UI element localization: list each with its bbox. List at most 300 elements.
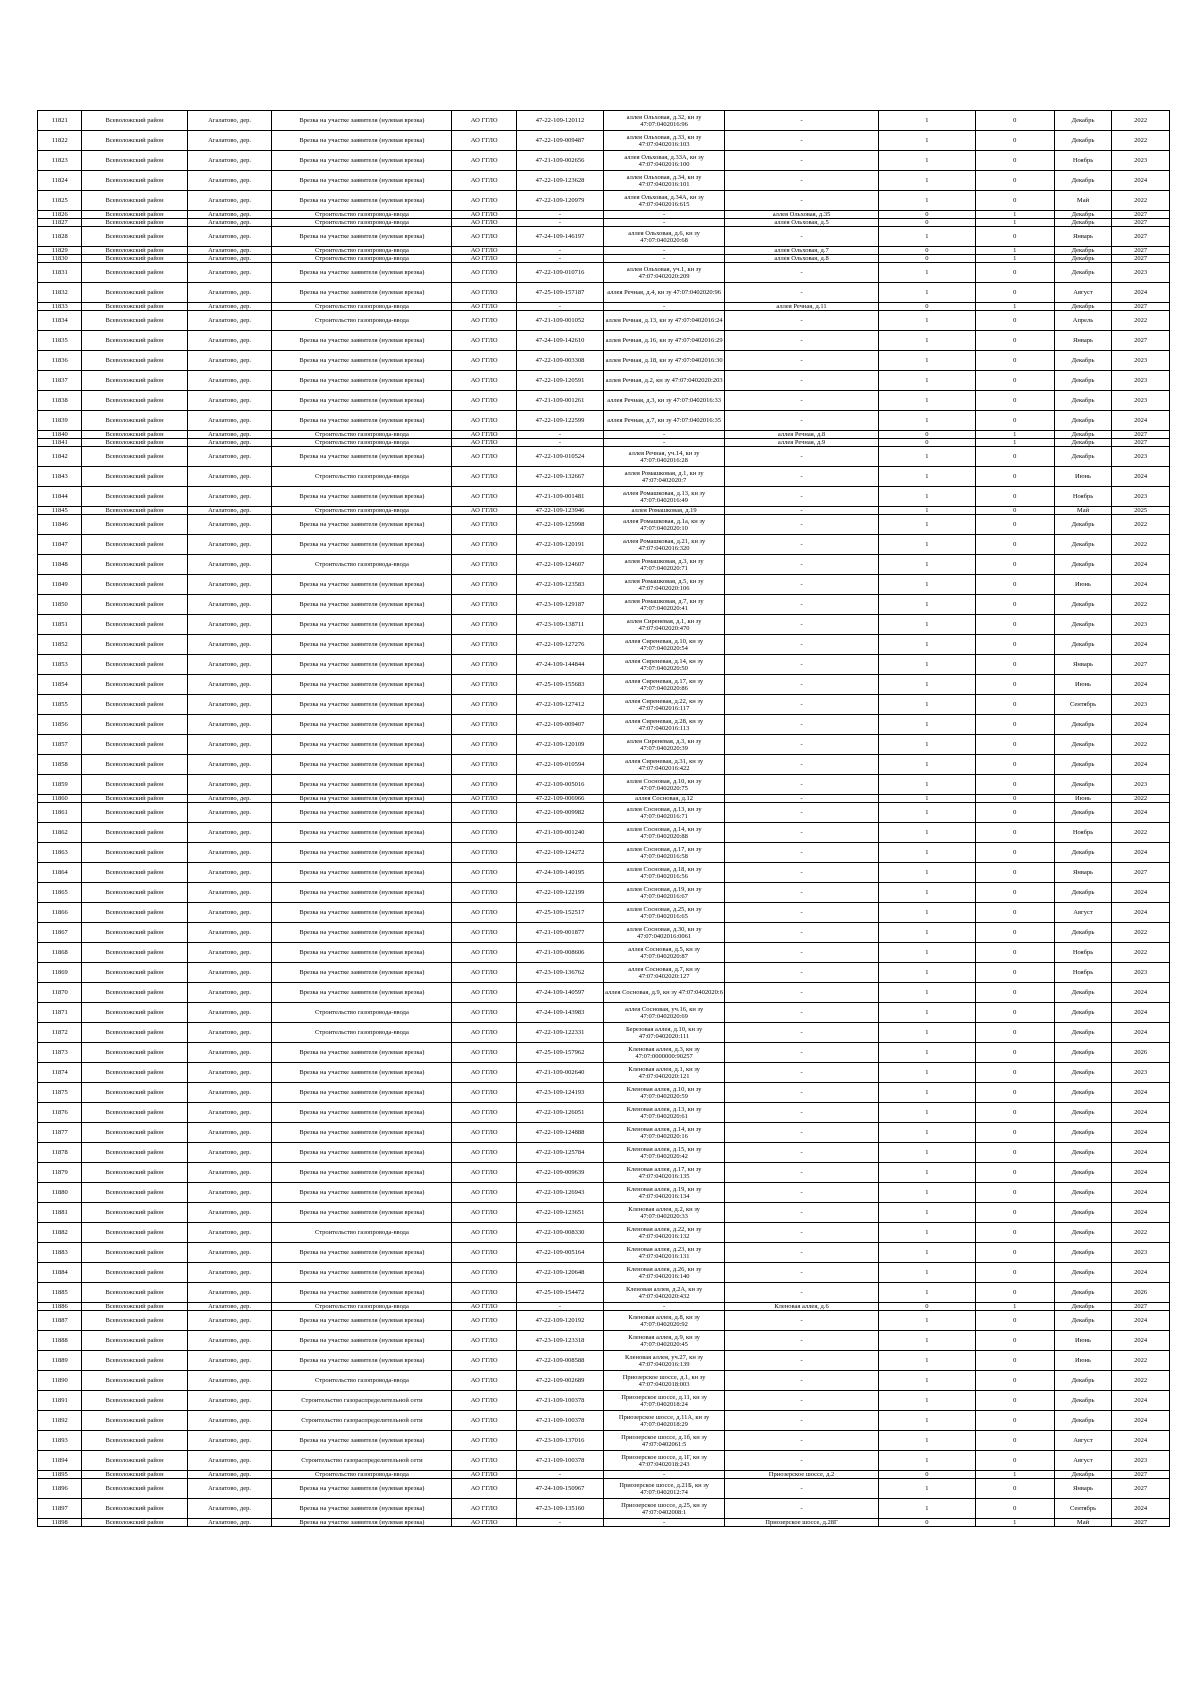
- organization-cell: АО ГГЛО: [452, 191, 517, 211]
- table-row: [38, 1003, 1170, 1023]
- application-code-cell: 47-23-109-129187: [517, 595, 604, 615]
- table-row: [38, 1183, 1170, 1203]
- count-b-cell: 0: [975, 411, 1054, 431]
- address-cell: Кленовая аллея, д.19, кн зу 47:07:0402016:134: [603, 1183, 724, 1203]
- row-number-cell: 11871: [38, 1003, 82, 1023]
- count-b-cell: 0: [975, 227, 1054, 247]
- count-a-cell: 1: [878, 963, 975, 983]
- district-cell: Всеволожский район: [82, 843, 187, 863]
- planned-address-cell: -: [725, 351, 879, 371]
- organization-cell: АО ГГЛО: [452, 1043, 517, 1063]
- year-cell: 2023: [1112, 1451, 1170, 1471]
- organization-cell: АО ГГЛО: [452, 963, 517, 983]
- operation-cell: Врезка на участке заявителя (нулевая врезка): [272, 131, 452, 151]
- table-row: [38, 735, 1170, 755]
- count-b-cell: 0: [975, 923, 1054, 943]
- organization-cell: АО ГГЛО: [452, 923, 517, 943]
- month-cell: Август: [1054, 1451, 1112, 1471]
- address-cell: -: [603, 219, 724, 227]
- operation-cell: Строительство газопровода-ввода: [272, 1371, 452, 1391]
- district-cell: Всеволожский район: [82, 227, 187, 247]
- row-number-cell: 11837: [38, 371, 82, 391]
- district-cell: Всеволожский район: [82, 883, 187, 903]
- planned-address-cell: -: [725, 863, 879, 883]
- table-row: [38, 963, 1170, 983]
- year-cell: 2022: [1112, 795, 1170, 803]
- address-cell: аллея Ромашковая, д.1, кн зу 47:07:0402020:7: [603, 467, 724, 487]
- year-cell: 2022: [1112, 311, 1170, 331]
- planned-address-cell: -: [725, 1479, 879, 1499]
- count-b-cell: 0: [975, 775, 1054, 795]
- application-code-cell: 47-25-109-154472: [517, 1283, 604, 1303]
- application-code-cell: 47-22-109-120112: [517, 111, 604, 131]
- count-a-cell: 1: [878, 1143, 975, 1163]
- count-a-cell: 1: [878, 1183, 975, 1203]
- count-a-cell: 1: [878, 903, 975, 923]
- row-number-cell: 11883: [38, 1243, 82, 1263]
- year-cell: 2023: [1112, 615, 1170, 635]
- organization-cell: АО ГГЛО: [452, 1371, 517, 1391]
- operation-cell: Врезка на участке заявителя (нулевая врезка): [272, 1163, 452, 1183]
- month-cell: Июнь: [1054, 795, 1112, 803]
- village-cell: Агалатово, дер.: [187, 391, 272, 411]
- organization-cell: АО ГГЛО: [452, 983, 517, 1003]
- row-number-cell: 11865: [38, 883, 82, 903]
- application-code-cell: 47-21-109-001240: [517, 823, 604, 843]
- year-cell: 2024: [1112, 1123, 1170, 1143]
- table-row: [38, 843, 1170, 863]
- row-number-cell: 11890: [38, 1371, 82, 1391]
- district-cell: Всеволожский район: [82, 1043, 187, 1063]
- application-code-cell: 47-21-109-008606: [517, 943, 604, 963]
- application-code-cell: 47-22-109-120979: [517, 191, 604, 211]
- count-a-cell: 1: [878, 923, 975, 943]
- address-cell: Кленовая аллея, д.22, кн зу 47:07:0402016:132: [603, 1223, 724, 1243]
- district-cell: Всеволожский район: [82, 151, 187, 171]
- month-cell: Декабрь: [1054, 211, 1112, 219]
- count-a-cell: 1: [878, 1283, 975, 1303]
- village-cell: Агалатово, дер.: [187, 795, 272, 803]
- row-number-cell: 11870: [38, 983, 82, 1003]
- address-cell: Кленовая аллея, д.8, кн зу 47:07:0402020:92: [603, 1311, 724, 1331]
- year-cell: 2024: [1112, 1143, 1170, 1163]
- organization-cell: АО ГГЛО: [452, 1303, 517, 1311]
- month-cell: Декабрь: [1054, 1143, 1112, 1163]
- village-cell: Агалатово, дер.: [187, 1303, 272, 1311]
- month-cell: Декабрь: [1054, 715, 1112, 735]
- table-row: [38, 1083, 1170, 1103]
- application-code-cell: 47-22-109-010524: [517, 447, 604, 467]
- district-cell: Всеволожский район: [82, 655, 187, 675]
- planned-address-cell: -: [725, 883, 879, 903]
- address-cell: Приозерское шоссе, д.11А, кн зу 47:07:0402018:29: [603, 1411, 724, 1431]
- village-cell: Агалатово, дер.: [187, 963, 272, 983]
- table-row: [38, 555, 1170, 575]
- row-number-cell: 11896: [38, 1479, 82, 1499]
- count-b-cell: 1: [975, 1303, 1054, 1311]
- operation-cell: Строительство газораспределительной сети: [272, 1451, 452, 1471]
- address-cell: Кленовая аллея, д.23, кн зу 47:07:0402016:131: [603, 1243, 724, 1263]
- row-number-cell: 11842: [38, 447, 82, 467]
- district-cell: Всеволожский район: [82, 923, 187, 943]
- month-cell: Декабрь: [1054, 843, 1112, 863]
- address-cell: Приозерское шоссе, д.21Б, кн зу 47:07:0402012:74: [603, 1479, 724, 1499]
- year-cell: 2024: [1112, 171, 1170, 191]
- count-a-cell: 1: [878, 595, 975, 615]
- month-cell: Август: [1054, 903, 1112, 923]
- table-row: [38, 211, 1170, 219]
- count-a-cell: 1: [878, 371, 975, 391]
- address-cell: аллея Ольховая, уч.1, кн зу 47:07:0402020:209: [603, 263, 724, 283]
- year-cell: 2024: [1112, 715, 1170, 735]
- row-number-cell: 11827: [38, 219, 82, 227]
- address-cell: Кленовая аллея, д.1, кн зу 47:07:0402020:121: [603, 1063, 724, 1083]
- operation-cell: Врезка на участке заявителя (нулевая врезка): [272, 1183, 452, 1203]
- address-cell: аллея Речная, д.7, кн зу 47:07:0402016:35: [603, 411, 724, 431]
- organization-cell: АО ГГЛО: [452, 1411, 517, 1431]
- month-cell: Июнь: [1054, 575, 1112, 595]
- village-cell: Агалатово, дер.: [187, 843, 272, 863]
- address-cell: аллея Речная, д.4, кн зу 47:07:0402020:96: [603, 283, 724, 303]
- organization-cell: АО ГГЛО: [452, 1063, 517, 1083]
- row-number-cell: 11884: [38, 1263, 82, 1283]
- address-cell: аллея Ромашковая, д.7, кн зу 47:07:0402020:41: [603, 595, 724, 615]
- organization-cell: АО ГГЛО: [452, 247, 517, 255]
- count-a-cell: 1: [878, 515, 975, 535]
- year-cell: 2023: [1112, 151, 1170, 171]
- application-code-cell: -: [517, 439, 604, 447]
- operation-cell: Врезка на участке заявителя (нулевая врезка): [272, 1499, 452, 1519]
- year-cell: 2027: [1112, 1479, 1170, 1499]
- count-b-cell: 0: [975, 575, 1054, 595]
- address-cell: -: [603, 255, 724, 263]
- application-code-cell: 47-22-109-005016: [517, 775, 604, 795]
- organization-cell: АО ГГЛО: [452, 1143, 517, 1163]
- count-b-cell: 0: [975, 171, 1054, 191]
- year-cell: 2022: [1112, 1223, 1170, 1243]
- application-code-cell: 47-24-109-144844: [517, 655, 604, 675]
- operation-cell: Строительство газопровода-ввода: [272, 1003, 452, 1023]
- year-cell: 2023: [1112, 487, 1170, 507]
- operation-cell: Врезка на участке заявителя (нулевая врезка): [272, 983, 452, 1003]
- year-cell: 2027: [1112, 211, 1170, 219]
- planned-address-cell: -: [725, 487, 879, 507]
- district-cell: Всеволожский район: [82, 1203, 187, 1223]
- village-cell: Агалатово, дер.: [187, 1223, 272, 1243]
- row-number-cell: 11857: [38, 735, 82, 755]
- operation-cell: Врезка на участке заявителя (нулевая врезка): [272, 695, 452, 715]
- table-row: [38, 255, 1170, 263]
- application-code-cell: 47-25-109-155683: [517, 675, 604, 695]
- operation-cell: Строительство газопровода-ввода: [272, 431, 452, 439]
- planned-address-cell: -: [725, 1243, 879, 1263]
- organization-cell: АО ГГЛО: [452, 803, 517, 823]
- application-code-cell: 47-22-109-009982: [517, 803, 604, 823]
- year-cell: 2024: [1112, 755, 1170, 775]
- row-number-cell: 11860: [38, 795, 82, 803]
- application-code-cell: 47-22-109-008330: [517, 1223, 604, 1243]
- planned-address-cell: -: [725, 1391, 879, 1411]
- table-row: [38, 447, 1170, 467]
- count-a-cell: 1: [878, 555, 975, 575]
- village-cell: Агалатово, дер.: [187, 695, 272, 715]
- month-cell: Декабрь: [1054, 1043, 1112, 1063]
- table-row: [38, 775, 1170, 795]
- row-number-cell: 11829: [38, 247, 82, 255]
- application-code-cell: 47-22-109-123651: [517, 1203, 604, 1223]
- district-cell: Всеволожский район: [82, 715, 187, 735]
- month-cell: Декабрь: [1054, 1223, 1112, 1243]
- row-number-cell: 11839: [38, 411, 82, 431]
- year-cell: 2023: [1112, 775, 1170, 795]
- operation-cell: Врезка на участке заявителя (нулевая врезка): [272, 1351, 452, 1371]
- count-b-cell: 0: [975, 131, 1054, 151]
- district-cell: Всеволожский район: [82, 131, 187, 151]
- organization-cell: АО ГГЛО: [452, 715, 517, 735]
- district-cell: Всеволожский район: [82, 863, 187, 883]
- month-cell: Декабрь: [1054, 1203, 1112, 1223]
- month-cell: Декабрь: [1054, 555, 1112, 575]
- address-cell: аллея Речная, уч.14, кн зу 47:07:0402016:28: [603, 447, 724, 467]
- count-b-cell: 0: [975, 1163, 1054, 1183]
- organization-cell: АО ГГЛО: [452, 311, 517, 331]
- row-number-cell: 11831: [38, 263, 82, 283]
- application-code-cell: 47-22-109-124272: [517, 843, 604, 863]
- address-cell: аллея Сосновая, д.13, кн зу 47:07:0402016:71: [603, 803, 724, 823]
- village-cell: Агалатово, дер.: [187, 1243, 272, 1263]
- organization-cell: АО ГГЛО: [452, 151, 517, 171]
- month-cell: Декабрь: [1054, 983, 1112, 1003]
- month-cell: Декабрь: [1054, 923, 1112, 943]
- district-cell: Всеволожский район: [82, 311, 187, 331]
- planned-address-cell: -: [725, 695, 879, 715]
- operation-cell: Строительство газопровода-ввода: [272, 467, 452, 487]
- gasification-table: [37, 110, 1170, 1527]
- month-cell: Декабрь: [1054, 755, 1112, 775]
- district-cell: Всеволожский район: [82, 351, 187, 371]
- count-a-cell: 0: [878, 1303, 975, 1311]
- organization-cell: АО ГГЛО: [452, 1003, 517, 1023]
- year-cell: 2024: [1112, 1263, 1170, 1283]
- application-code-cell: 47-22-109-002689: [517, 1371, 604, 1391]
- district-cell: Всеволожский район: [82, 755, 187, 775]
- village-cell: Агалатово, дер.: [187, 447, 272, 467]
- year-cell: 2025: [1112, 507, 1170, 515]
- operation-cell: Строительство газопровода-ввода: [272, 255, 452, 263]
- year-cell: 2023: [1112, 695, 1170, 715]
- address-cell: -: [603, 1471, 724, 1479]
- planned-address-cell: -: [725, 371, 879, 391]
- count-a-cell: 1: [878, 411, 975, 431]
- planned-address-cell: -: [725, 795, 879, 803]
- planned-address-cell: Приозерское шоссе, д.28Г: [725, 1519, 879, 1527]
- application-code-cell: 47-22-109-010594: [517, 755, 604, 775]
- count-a-cell: 0: [878, 439, 975, 447]
- year-cell: 2027: [1112, 1519, 1170, 1527]
- planned-address-cell: -: [725, 1023, 879, 1043]
- planned-address-cell: -: [725, 803, 879, 823]
- district-cell: Всеволожский район: [82, 1451, 187, 1471]
- year-cell: 2022: [1112, 823, 1170, 843]
- application-code-cell: 47-24-109-146197: [517, 227, 604, 247]
- table-row: [38, 1103, 1170, 1123]
- table-row: [38, 1023, 1170, 1043]
- row-number-cell: 11895: [38, 1471, 82, 1479]
- district-cell: Всеволожский район: [82, 331, 187, 351]
- district-cell: Всеволожский район: [82, 1479, 187, 1499]
- village-cell: Агалатово, дер.: [187, 515, 272, 535]
- organization-cell: АО ГГЛО: [452, 883, 517, 903]
- village-cell: Агалатово, дер.: [187, 303, 272, 311]
- year-cell: 2024: [1112, 1003, 1170, 1023]
- year-cell: 2022: [1112, 943, 1170, 963]
- planned-address-cell: -: [725, 171, 879, 191]
- year-cell: 2026: [1112, 1043, 1170, 1063]
- organization-cell: АО ГГЛО: [452, 1283, 517, 1303]
- month-cell: Декабрь: [1054, 1471, 1112, 1479]
- village-cell: Агалатово, дер.: [187, 1499, 272, 1519]
- organization-cell: АО ГГЛО: [452, 331, 517, 351]
- count-b-cell: 0: [975, 1183, 1054, 1203]
- district-cell: Всеволожский район: [82, 1103, 187, 1123]
- village-cell: Агалатово, дер.: [187, 615, 272, 635]
- row-number-cell: 11862: [38, 823, 82, 843]
- village-cell: Агалатово, дер.: [187, 1519, 272, 1527]
- address-cell: Приозерское шоссе, д.1, кн зу 47:07:0402018:003: [603, 1371, 724, 1391]
- month-cell: Декабрь: [1054, 247, 1112, 255]
- district-cell: Всеволожский район: [82, 447, 187, 467]
- application-code-cell: 47-21-109-100378: [517, 1411, 604, 1431]
- month-cell: Январь: [1054, 655, 1112, 675]
- count-a-cell: 1: [878, 675, 975, 695]
- operation-cell: Строительство газопровода-ввода: [272, 211, 452, 219]
- district-cell: Всеволожский район: [82, 371, 187, 391]
- count-a-cell: 1: [878, 843, 975, 863]
- count-b-cell: 0: [975, 1083, 1054, 1103]
- district-cell: Всеволожский район: [82, 411, 187, 431]
- operation-cell: Врезка на участке заявителя (нулевая врезка): [272, 1063, 452, 1083]
- month-cell: Апрель: [1054, 311, 1112, 331]
- count-b-cell: 1: [975, 211, 1054, 219]
- operation-cell: Врезка на участке заявителя (нулевая врезка): [272, 843, 452, 863]
- table-row: [38, 151, 1170, 171]
- application-code-cell: 47-24-109-150967: [517, 1479, 604, 1499]
- count-a-cell: 1: [878, 191, 975, 211]
- district-cell: Всеволожский район: [82, 1311, 187, 1331]
- village-cell: Агалатово, дер.: [187, 331, 272, 351]
- count-a-cell: 1: [878, 391, 975, 411]
- count-b-cell: 0: [975, 695, 1054, 715]
- table-row: [38, 431, 1170, 439]
- district-cell: Всеволожский район: [82, 1283, 187, 1303]
- month-cell: Декабрь: [1054, 411, 1112, 431]
- table-row: [38, 1223, 1170, 1243]
- operation-cell: Врезка на участке заявителя (нулевая врезка): [272, 331, 452, 351]
- count-b-cell: 0: [975, 863, 1054, 883]
- operation-cell: Врезка на участке заявителя (нулевая врезка): [272, 447, 452, 467]
- village-cell: Агалатово, дер.: [187, 211, 272, 219]
- district-cell: Всеволожский район: [82, 255, 187, 263]
- count-a-cell: 1: [878, 263, 975, 283]
- address-cell: Кленовая аллея, д.14, кн зу 47:07:0402020:16: [603, 1123, 724, 1143]
- address-cell: Кленовая аллея, уч.27, кн зу 47:07:0402016:139: [603, 1351, 724, 1371]
- address-cell: аллея Сиреневая, д.31, кн зу 47:07:0402016:422: [603, 755, 724, 775]
- organization-cell: АО ГГЛО: [452, 467, 517, 487]
- application-code-cell: 47-21-109-100378: [517, 1391, 604, 1411]
- organization-cell: АО ГГЛО: [452, 255, 517, 263]
- planned-address-cell: -: [725, 331, 879, 351]
- count-a-cell: 1: [878, 695, 975, 715]
- count-b-cell: 0: [975, 803, 1054, 823]
- row-number-cell: 11834: [38, 311, 82, 331]
- month-cell: Декабрь: [1054, 615, 1112, 635]
- count-b-cell: 0: [975, 507, 1054, 515]
- table-row: [38, 715, 1170, 735]
- table-row: [38, 923, 1170, 943]
- village-cell: Агалатово, дер.: [187, 431, 272, 439]
- row-number-cell: 11891: [38, 1391, 82, 1411]
- table-row: [38, 795, 1170, 803]
- count-a-cell: 1: [878, 1163, 975, 1183]
- address-cell: аллея Ольховая, д.32, кн зу 47:07:0402016:96: [603, 111, 724, 131]
- district-cell: Всеволожский район: [82, 1083, 187, 1103]
- village-cell: Агалатово, дер.: [187, 775, 272, 795]
- village-cell: Агалатово, дер.: [187, 555, 272, 575]
- row-number-cell: 11864: [38, 863, 82, 883]
- address-cell: аллея Сиреневая, д.1, кн зу 47:07:0402020:470: [603, 615, 724, 635]
- count-a-cell: 1: [878, 795, 975, 803]
- month-cell: Июнь: [1054, 467, 1112, 487]
- operation-cell: Строительство газопровода-ввода: [272, 1471, 452, 1479]
- application-code-cell: -: [517, 219, 604, 227]
- address-cell: аллея Ольховая, д.33, кн зу 47:07:0402016:103: [603, 131, 724, 151]
- application-code-cell: 47-23-109-136762: [517, 963, 604, 983]
- organization-cell: АО ГГЛО: [452, 1083, 517, 1103]
- row-number-cell: 11877: [38, 1123, 82, 1143]
- district-cell: Всеволожский район: [82, 111, 187, 131]
- application-code-cell: 47-22-109-003308: [517, 351, 604, 371]
- application-code-cell: -: [517, 1471, 604, 1479]
- planned-address-cell: -: [725, 775, 879, 795]
- planned-address-cell: -: [725, 675, 879, 695]
- district-cell: Всеволожский район: [82, 467, 187, 487]
- month-cell: Декабрь: [1054, 535, 1112, 555]
- district-cell: Всеволожский район: [82, 1331, 187, 1351]
- organization-cell: АО ГГЛО: [452, 775, 517, 795]
- row-number-cell: 11855: [38, 695, 82, 715]
- application-code-cell: 47-25-109-157962: [517, 1043, 604, 1063]
- organization-cell: АО ГГЛО: [452, 1499, 517, 1519]
- planned-address-cell: -: [725, 823, 879, 843]
- application-code-cell: 47-25-109-152517: [517, 903, 604, 923]
- village-cell: Агалатово, дер.: [187, 439, 272, 447]
- count-b-cell: 0: [975, 1203, 1054, 1223]
- count-a-cell: 0: [878, 431, 975, 439]
- address-cell: аллея Сосновая, д.25, кн зу 47:07:0402016:65: [603, 903, 724, 923]
- year-cell: 2024: [1112, 635, 1170, 655]
- organization-cell: АО ГГЛО: [452, 1223, 517, 1243]
- row-number-cell: 11874: [38, 1063, 82, 1083]
- year-cell: 2024: [1112, 1183, 1170, 1203]
- year-cell: 2024: [1112, 555, 1170, 575]
- table-row: [38, 439, 1170, 447]
- row-number-cell: 11872: [38, 1023, 82, 1043]
- district-cell: Всеволожский район: [82, 1123, 187, 1143]
- row-number-cell: 11821: [38, 111, 82, 131]
- month-cell: Декабрь: [1054, 391, 1112, 411]
- organization-cell: АО ГГЛО: [452, 575, 517, 595]
- planned-address-cell: -: [725, 1451, 879, 1471]
